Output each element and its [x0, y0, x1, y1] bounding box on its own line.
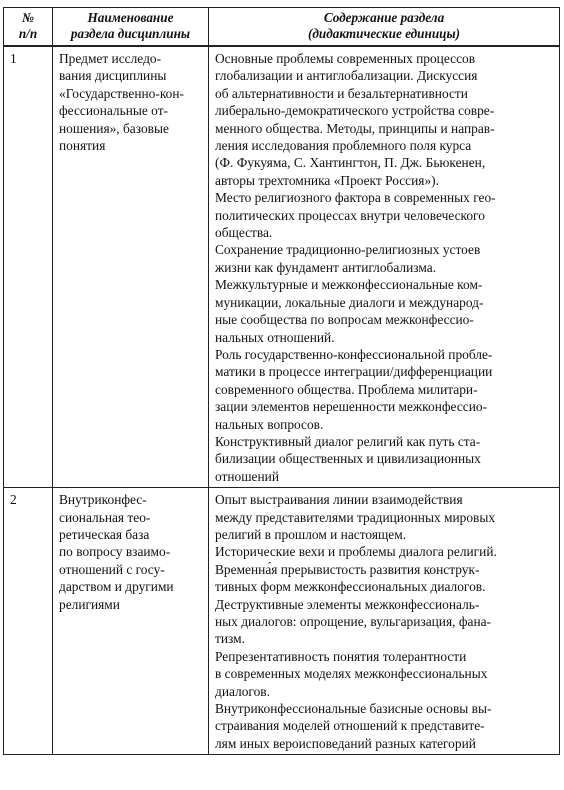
- table-row: [4, 46, 560, 488]
- row-number: 1: [10, 51, 17, 66]
- content-paragraph: Временна́я прерывистость развития конструк- тивных форм межконфессиональных диалогов.: [215, 561, 486, 595]
- table-header: [4, 8, 560, 47]
- header-section-name-label: Наименование раздела дисциплины: [70, 10, 191, 41]
- header-section-content-label: Содержание раздела (дидактические единицы): [307, 10, 461, 41]
- header-number-label: № п/п: [18, 10, 38, 41]
- section-name: Предмет исследо- вания дисциплины «Государственно-кон- фессиональные от- ношения», базовые понятия: [59, 51, 184, 154]
- section-name-cell: [53, 488, 209, 755]
- row-number-cell: [4, 488, 53, 755]
- content-paragraph: Сохранение традиционно-религиозных устоев жизни как фундамент антиглобализма.: [215, 242, 481, 275]
- section-name: Внутриконфес- сиональная тео- ретическая база по вопросу взаимо- отношений с госу- дарством и другими религиями: [59, 492, 174, 612]
- header-number: [4, 8, 53, 47]
- syllabus-table: [3, 7, 560, 755]
- content-paragraph: Исторические вехи и проблемы диалога религий.: [215, 544, 497, 560]
- header-row: [4, 8, 560, 47]
- content-paragraph: Роль государственно-конфессиональной пробле- матики в процессе интеграции/дифференциации современного общества. Проблема милитари- зации элементов нерешенности межконфессио- нальных вопросов.: [215, 346, 493, 432]
- content-paragraph: Межкультурные и межконфессиональные ком- муникации, локальные диалоги и международ- ные сообщества по вопросам межконфессио- нальных отношений.: [215, 277, 484, 345]
- content-paragraph: Репрезентативность понятия толерантности в современных моделях межконфессиональных диалогов.: [215, 648, 488, 699]
- section-content-cell: [209, 488, 560, 755]
- content-paragraph: Место религиозного фактора в современных гео- политических процессах внутри человеческого общества.: [215, 190, 496, 241]
- section-content-cell: [209, 46, 560, 488]
- content-paragraph: Основные проблемы современных процессов глобализации и антиглобализации. Дискуссия об альтернативности и безальтернативности либерально-демократического устройства совре- менного общества. Методы, принципы и направ- ления исследования проблемного поля курса (Ф. Фукуяма, С. Хантингтон, П. Дж. Бьюкенен, авторы трехтомника «Проект Россия»).: [215, 51, 495, 188]
- row-number: 2: [10, 492, 17, 508]
- content-paragraph: Опыт выстраивания линии взаимодействия между представителями традиционных мировых религий в прошлом и настоящем.: [215, 492, 496, 542]
- header-section-content: [209, 8, 560, 47]
- section-name-cell: [53, 46, 209, 488]
- table-row: [4, 488, 560, 755]
- content-paragraph: Конструктивный диалог религий как путь ста- билизации общественных и цивилизационных отношений: [215, 433, 481, 484]
- header-section-name: [53, 8, 209, 47]
- content-paragraph: Внутриконфессиональные базисные основы вы- страивания моделей отношений к представите- лям иных вероисповеданий разных категорий: [215, 701, 492, 751]
- row-number-cell: [4, 46, 53, 488]
- content-paragraph: Деструктивные элементы межконфессиональ- ных диалогов: опрощение, вульгаризация, фана- тизм.: [215, 596, 492, 647]
